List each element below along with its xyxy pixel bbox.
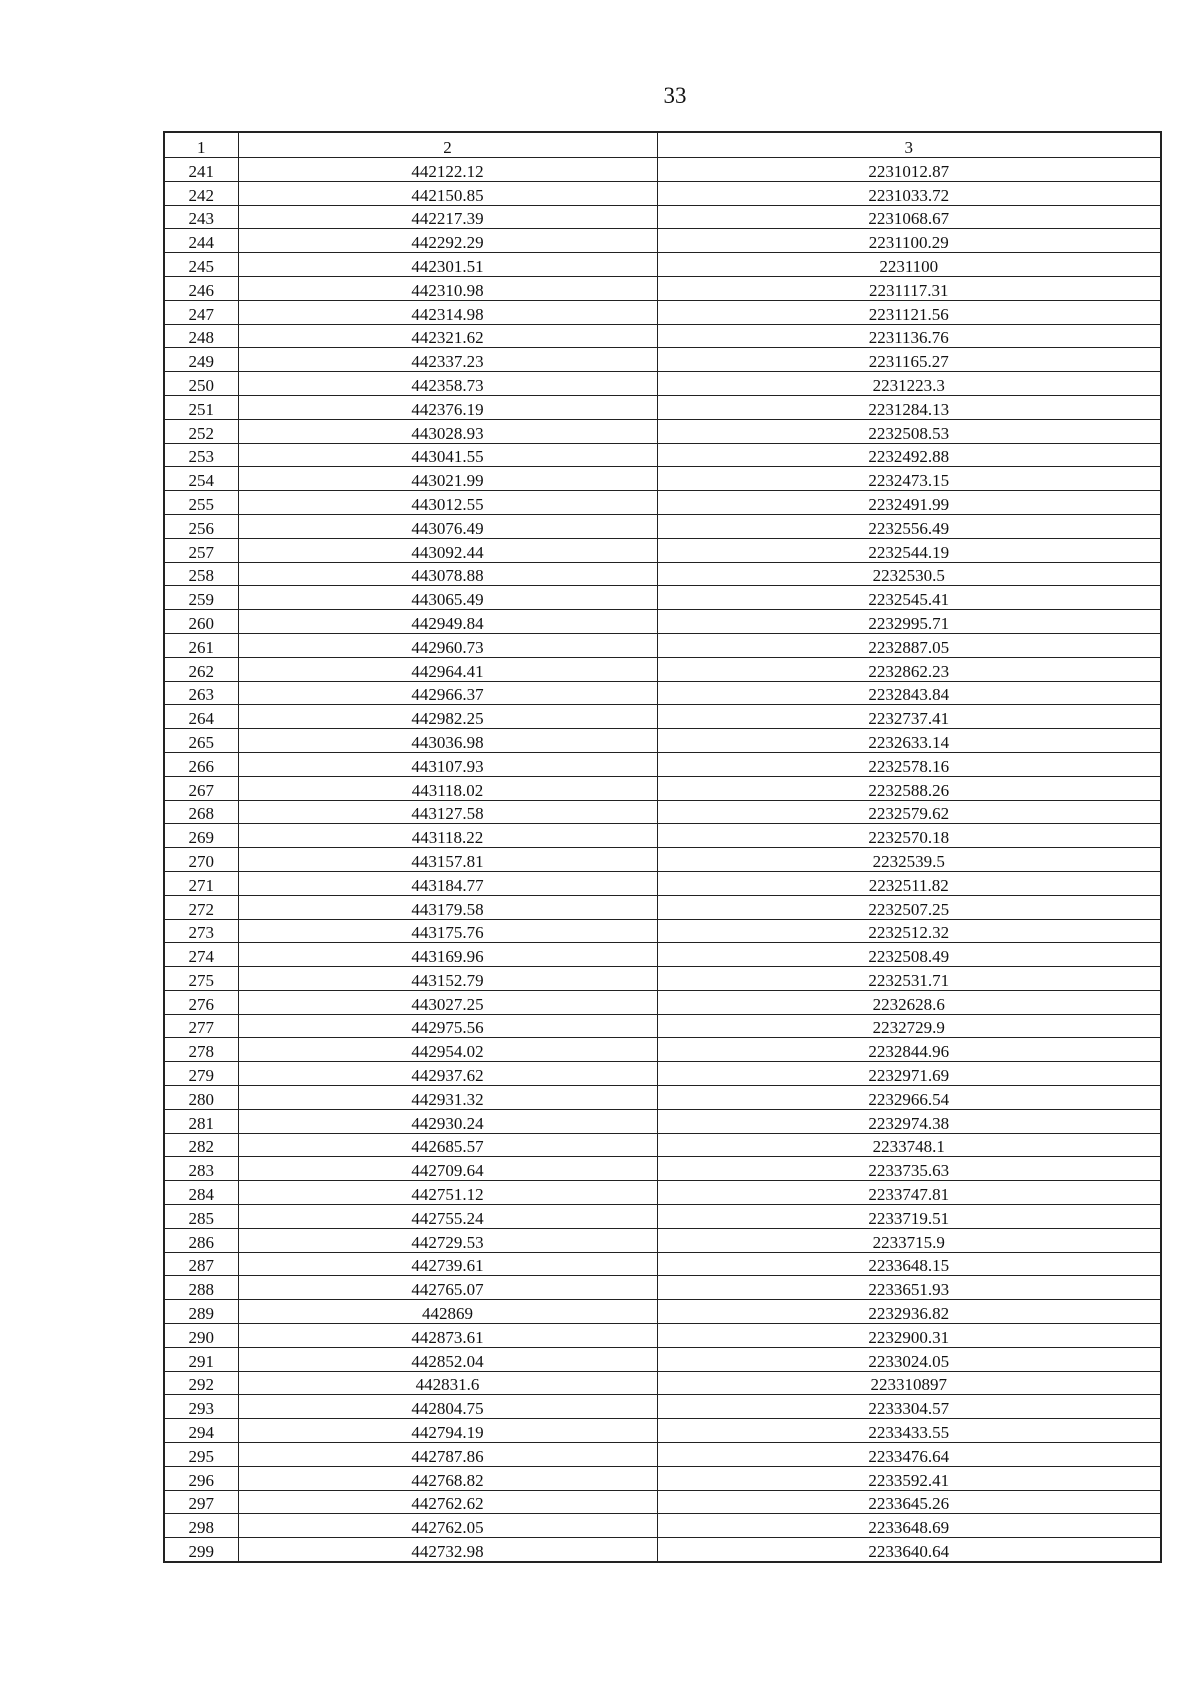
y-coordinate-cell: 2232511.82: [657, 871, 1161, 895]
table-row: [164, 681, 1161, 705]
table-row: [164, 705, 1161, 729]
y-coordinate-cell: 2231100.29: [657, 229, 1161, 253]
table-row: [164, 919, 1161, 943]
y-coordinate-cell: 2232633.14: [657, 729, 1161, 753]
y-coordinate-cell: 2232843.84: [657, 681, 1161, 705]
y-coordinate-cell: 2231117.31: [657, 276, 1161, 300]
table-row: [164, 253, 1161, 277]
table-body: [164, 158, 1161, 1563]
x-coordinate-cell: 443175.76: [238, 919, 657, 943]
point-number-cell: 260: [164, 610, 238, 634]
x-coordinate-cell: 442954.02: [238, 1038, 657, 1062]
y-coordinate-cell: 2231012.87: [657, 158, 1161, 182]
x-coordinate-cell: 442217.39: [238, 205, 657, 229]
column-header-point-number: 1: [164, 132, 238, 158]
x-coordinate-cell: 443076.49: [238, 514, 657, 538]
x-coordinate-cell: 442762.62: [238, 1490, 657, 1514]
x-coordinate-cell: 442376.19: [238, 395, 657, 419]
point-number-cell: 296: [164, 1466, 238, 1490]
x-coordinate-cell: 442937.62: [238, 1062, 657, 1086]
table-row: [164, 657, 1161, 681]
table-row: [164, 1466, 1161, 1490]
y-coordinate-cell: 2233024.05: [657, 1347, 1161, 1371]
y-coordinate-cell: 2232570.18: [657, 824, 1161, 848]
x-coordinate-cell: 442709.64: [238, 1157, 657, 1181]
point-number-cell: 247: [164, 300, 238, 324]
x-coordinate-cell: 442852.04: [238, 1347, 657, 1371]
table-row: [164, 395, 1161, 419]
x-coordinate-cell: 443157.81: [238, 848, 657, 872]
point-number-cell: 281: [164, 1109, 238, 1133]
y-coordinate-cell: 2231284.13: [657, 395, 1161, 419]
y-coordinate-cell: 2232492.88: [657, 443, 1161, 467]
point-number-cell: 290: [164, 1324, 238, 1348]
y-coordinate-cell: 2232530.5: [657, 562, 1161, 586]
table-row: [164, 181, 1161, 205]
point-number-cell: 283: [164, 1157, 238, 1181]
point-number-cell: 248: [164, 324, 238, 348]
y-coordinate-cell: 2232507.25: [657, 895, 1161, 919]
x-coordinate-cell: 442314.98: [238, 300, 657, 324]
table-row: [164, 1038, 1161, 1062]
y-coordinate-cell: 2232887.05: [657, 633, 1161, 657]
table-row: [164, 776, 1161, 800]
coordinates-table: [163, 131, 1162, 1563]
point-number-cell: 244: [164, 229, 238, 253]
table-row: [164, 562, 1161, 586]
point-number-cell: 282: [164, 1133, 238, 1157]
y-coordinate-cell: 2233433.55: [657, 1419, 1161, 1443]
point-number-cell: 266: [164, 752, 238, 776]
point-number-cell: 276: [164, 990, 238, 1014]
table-row: [164, 158, 1161, 182]
table-row: [164, 229, 1161, 253]
point-number-cell: 286: [164, 1228, 238, 1252]
x-coordinate-cell: 442831.6: [238, 1371, 657, 1395]
table-row: [164, 729, 1161, 753]
point-number-cell: 272: [164, 895, 238, 919]
point-number-cell: 249: [164, 348, 238, 372]
y-coordinate-cell: 2232508.53: [657, 419, 1161, 443]
x-coordinate-cell: 443028.93: [238, 419, 657, 443]
y-coordinate-cell: 2231223.3: [657, 372, 1161, 396]
y-coordinate-cell: 2233747.81: [657, 1181, 1161, 1205]
table-row: [164, 1490, 1161, 1514]
y-coordinate-cell: 2233304.57: [657, 1395, 1161, 1419]
y-coordinate-cell: 2232508.49: [657, 943, 1161, 967]
x-coordinate-cell: 442310.98: [238, 276, 657, 300]
table-row: [164, 1276, 1161, 1300]
point-number-cell: 271: [164, 871, 238, 895]
y-coordinate-cell: 2232491.99: [657, 491, 1161, 515]
point-number-cell: 253: [164, 443, 238, 467]
point-number-cell: 267: [164, 776, 238, 800]
point-number-cell: 252: [164, 419, 238, 443]
y-coordinate-cell: 2232473.15: [657, 467, 1161, 491]
point-number-cell: 256: [164, 514, 238, 538]
y-coordinate-cell: 2233645.26: [657, 1490, 1161, 1514]
x-coordinate-cell: 442931.32: [238, 1086, 657, 1110]
table-row: [164, 752, 1161, 776]
x-coordinate-cell: 442292.29: [238, 229, 657, 253]
x-coordinate-cell: 443107.93: [238, 752, 657, 776]
x-coordinate-cell: 442729.53: [238, 1228, 657, 1252]
y-coordinate-cell: 2232971.69: [657, 1062, 1161, 1086]
x-coordinate-cell: 442768.82: [238, 1466, 657, 1490]
table-row: [164, 1443, 1161, 1467]
x-coordinate-cell: 443036.98: [238, 729, 657, 753]
x-coordinate-cell: 442150.85: [238, 181, 657, 205]
y-coordinate-cell: 2232531.71: [657, 967, 1161, 991]
x-coordinate-cell: 442732.98: [238, 1538, 657, 1562]
column-header-x-coordinate: 2: [238, 132, 657, 158]
point-number-cell: 246: [164, 276, 238, 300]
x-coordinate-cell: 443027.25: [238, 990, 657, 1014]
table-row: [164, 1181, 1161, 1205]
table-row: [164, 1157, 1161, 1181]
table-row: [164, 1062, 1161, 1086]
table-row: [164, 300, 1161, 324]
point-number-cell: 270: [164, 848, 238, 872]
y-coordinate-cell: 2232862.23: [657, 657, 1161, 681]
table-row: [164, 1300, 1161, 1324]
table-row: [164, 467, 1161, 491]
x-coordinate-cell: 443127.58: [238, 800, 657, 824]
x-coordinate-cell: 442301.51: [238, 253, 657, 277]
y-coordinate-cell: 2232737.41: [657, 705, 1161, 729]
x-coordinate-cell: 442966.37: [238, 681, 657, 705]
table-row: [164, 1109, 1161, 1133]
y-coordinate-cell: 2233640.64: [657, 1538, 1161, 1562]
x-coordinate-cell: 442755.24: [238, 1205, 657, 1229]
table-row: [164, 967, 1161, 991]
point-number-cell: 261: [164, 633, 238, 657]
table-row: [164, 419, 1161, 443]
y-coordinate-cell: 2231100: [657, 253, 1161, 277]
point-number-cell: 265: [164, 729, 238, 753]
x-coordinate-cell: 443012.55: [238, 491, 657, 515]
x-coordinate-cell: 442930.24: [238, 1109, 657, 1133]
y-coordinate-cell: 2233715.9: [657, 1228, 1161, 1252]
y-coordinate-cell: 2231068.67: [657, 205, 1161, 229]
x-coordinate-cell: 442873.61: [238, 1324, 657, 1348]
x-coordinate-cell: 442960.73: [238, 633, 657, 657]
table-row: [164, 633, 1161, 657]
x-coordinate-cell: 443021.99: [238, 467, 657, 491]
point-number-cell: 294: [164, 1419, 238, 1443]
y-coordinate-cell: 2232578.16: [657, 752, 1161, 776]
y-coordinate-cell: 223310897: [657, 1371, 1161, 1395]
y-coordinate-cell: 2232628.6: [657, 990, 1161, 1014]
point-number-cell: 255: [164, 491, 238, 515]
y-coordinate-cell: 2233748.1: [657, 1133, 1161, 1157]
table-row: [164, 1133, 1161, 1157]
point-number-cell: 268: [164, 800, 238, 824]
x-coordinate-cell: 442964.41: [238, 657, 657, 681]
point-number-cell: 264: [164, 705, 238, 729]
point-number-cell: 297: [164, 1490, 238, 1514]
x-coordinate-cell: 443078.88: [238, 562, 657, 586]
x-coordinate-cell: 442358.73: [238, 372, 657, 396]
point-number-cell: 258: [164, 562, 238, 586]
point-number-cell: 254: [164, 467, 238, 491]
x-coordinate-cell: 443118.22: [238, 824, 657, 848]
point-number-cell: 242: [164, 181, 238, 205]
point-number-cell: 273: [164, 919, 238, 943]
y-coordinate-cell: 2232936.82: [657, 1300, 1161, 1324]
x-coordinate-cell: 442685.57: [238, 1133, 657, 1157]
table-row: [164, 1228, 1161, 1252]
table-row: [164, 1014, 1161, 1038]
y-coordinate-cell: 2233719.51: [657, 1205, 1161, 1229]
x-coordinate-cell: 442337.23: [238, 348, 657, 372]
y-coordinate-cell: 2232556.49: [657, 514, 1161, 538]
table-row: [164, 895, 1161, 919]
point-number-cell: 287: [164, 1252, 238, 1276]
point-number-cell: 285: [164, 1205, 238, 1229]
point-number-cell: 274: [164, 943, 238, 967]
point-number-cell: 277: [164, 1014, 238, 1038]
y-coordinate-cell: 2232995.71: [657, 610, 1161, 634]
table-row: [164, 348, 1161, 372]
table-row: [164, 1086, 1161, 1110]
y-coordinate-cell: 2233735.63: [657, 1157, 1161, 1181]
x-coordinate-cell: 443152.79: [238, 967, 657, 991]
table-row: [164, 1252, 1161, 1276]
table-row: [164, 276, 1161, 300]
y-coordinate-cell: 2232539.5: [657, 848, 1161, 872]
point-number-cell: 279: [164, 1062, 238, 1086]
table-header-row: [164, 132, 1161, 158]
x-coordinate-cell: 443184.77: [238, 871, 657, 895]
y-coordinate-cell: 2231121.56: [657, 300, 1161, 324]
y-coordinate-cell: 2233476.64: [657, 1443, 1161, 1467]
y-coordinate-cell: 2231033.72: [657, 181, 1161, 205]
y-coordinate-cell: 2232579.62: [657, 800, 1161, 824]
x-coordinate-cell: 443179.58: [238, 895, 657, 919]
x-coordinate-cell: 442949.84: [238, 610, 657, 634]
table-row: [164, 1347, 1161, 1371]
y-coordinate-cell: 2232588.26: [657, 776, 1161, 800]
point-number-cell: 280: [164, 1086, 238, 1110]
table-row: [164, 538, 1161, 562]
x-coordinate-cell: 443118.02: [238, 776, 657, 800]
x-coordinate-cell: 442762.05: [238, 1514, 657, 1538]
table-row: [164, 824, 1161, 848]
x-coordinate-cell: 442739.61: [238, 1252, 657, 1276]
table-row: [164, 372, 1161, 396]
point-number-cell: 245: [164, 253, 238, 277]
x-coordinate-cell: 443041.55: [238, 443, 657, 467]
table-row: [164, 610, 1161, 634]
table-row: [164, 990, 1161, 1014]
table-row: [164, 1395, 1161, 1419]
point-number-cell: 250: [164, 372, 238, 396]
table-row: [164, 1371, 1161, 1395]
table-row: [164, 848, 1161, 872]
y-coordinate-cell: 2231165.27: [657, 348, 1161, 372]
point-number-cell: 263: [164, 681, 238, 705]
table-row: [164, 1419, 1161, 1443]
y-coordinate-cell: 2232974.38: [657, 1109, 1161, 1133]
x-coordinate-cell: 442751.12: [238, 1181, 657, 1205]
y-coordinate-cell: 2231136.76: [657, 324, 1161, 348]
table-row: [164, 800, 1161, 824]
point-number-cell: 295: [164, 1443, 238, 1467]
point-number-cell: 251: [164, 395, 238, 419]
point-number-cell: 243: [164, 205, 238, 229]
point-number-cell: 262: [164, 657, 238, 681]
x-coordinate-cell: 442804.75: [238, 1395, 657, 1419]
x-coordinate-cell: 442122.12: [238, 158, 657, 182]
point-number-cell: 275: [164, 967, 238, 991]
x-coordinate-cell: 442787.86: [238, 1443, 657, 1467]
x-coordinate-cell: 442869: [238, 1300, 657, 1324]
point-number-cell: 257: [164, 538, 238, 562]
point-number-cell: 299: [164, 1538, 238, 1562]
table-row: [164, 871, 1161, 895]
y-coordinate-cell: 2232844.96: [657, 1038, 1161, 1062]
y-coordinate-cell: 2232512.32: [657, 919, 1161, 943]
point-number-cell: 269: [164, 824, 238, 848]
y-coordinate-cell: 2232966.54: [657, 1086, 1161, 1110]
x-coordinate-cell: 442321.62: [238, 324, 657, 348]
y-coordinate-cell: 2233648.69: [657, 1514, 1161, 1538]
y-coordinate-cell: 2233648.15: [657, 1252, 1161, 1276]
page-number: 33: [663, 83, 687, 108]
x-coordinate-cell: 443092.44: [238, 538, 657, 562]
x-coordinate-cell: 442765.07: [238, 1276, 657, 1300]
table-row: [164, 491, 1161, 515]
table-row: [164, 443, 1161, 467]
point-number-cell: 278: [164, 1038, 238, 1062]
x-coordinate-cell: 442975.56: [238, 1014, 657, 1038]
table-row: [164, 514, 1161, 538]
table-row: [164, 586, 1161, 610]
point-number-cell: 292: [164, 1371, 238, 1395]
point-number-cell: 284: [164, 1181, 238, 1205]
table-row: [164, 943, 1161, 967]
column-header-y-coordinate: 3: [657, 132, 1161, 158]
point-number-cell: 289: [164, 1300, 238, 1324]
point-number-cell: 259: [164, 586, 238, 610]
x-coordinate-cell: 443065.49: [238, 586, 657, 610]
point-number-cell: 291: [164, 1347, 238, 1371]
y-coordinate-cell: 2232544.19: [657, 538, 1161, 562]
x-coordinate-cell: 442982.25: [238, 705, 657, 729]
y-coordinate-cell: 2232729.9: [657, 1014, 1161, 1038]
table-row: [164, 1324, 1161, 1348]
table-row: [164, 1538, 1161, 1562]
point-number-cell: 298: [164, 1514, 238, 1538]
table-row: [164, 205, 1161, 229]
table-row: [164, 324, 1161, 348]
y-coordinate-cell: 2233651.93: [657, 1276, 1161, 1300]
point-number-cell: 288: [164, 1276, 238, 1300]
y-coordinate-cell: 2232545.41: [657, 586, 1161, 610]
table-row: [164, 1205, 1161, 1229]
x-coordinate-cell: 443169.96: [238, 943, 657, 967]
point-number-cell: 293: [164, 1395, 238, 1419]
point-number-cell: 241: [164, 158, 238, 182]
y-coordinate-cell: 2232900.31: [657, 1324, 1161, 1348]
table-row: [164, 1514, 1161, 1538]
x-coordinate-cell: 442794.19: [238, 1419, 657, 1443]
y-coordinate-cell: 2233592.41: [657, 1466, 1161, 1490]
